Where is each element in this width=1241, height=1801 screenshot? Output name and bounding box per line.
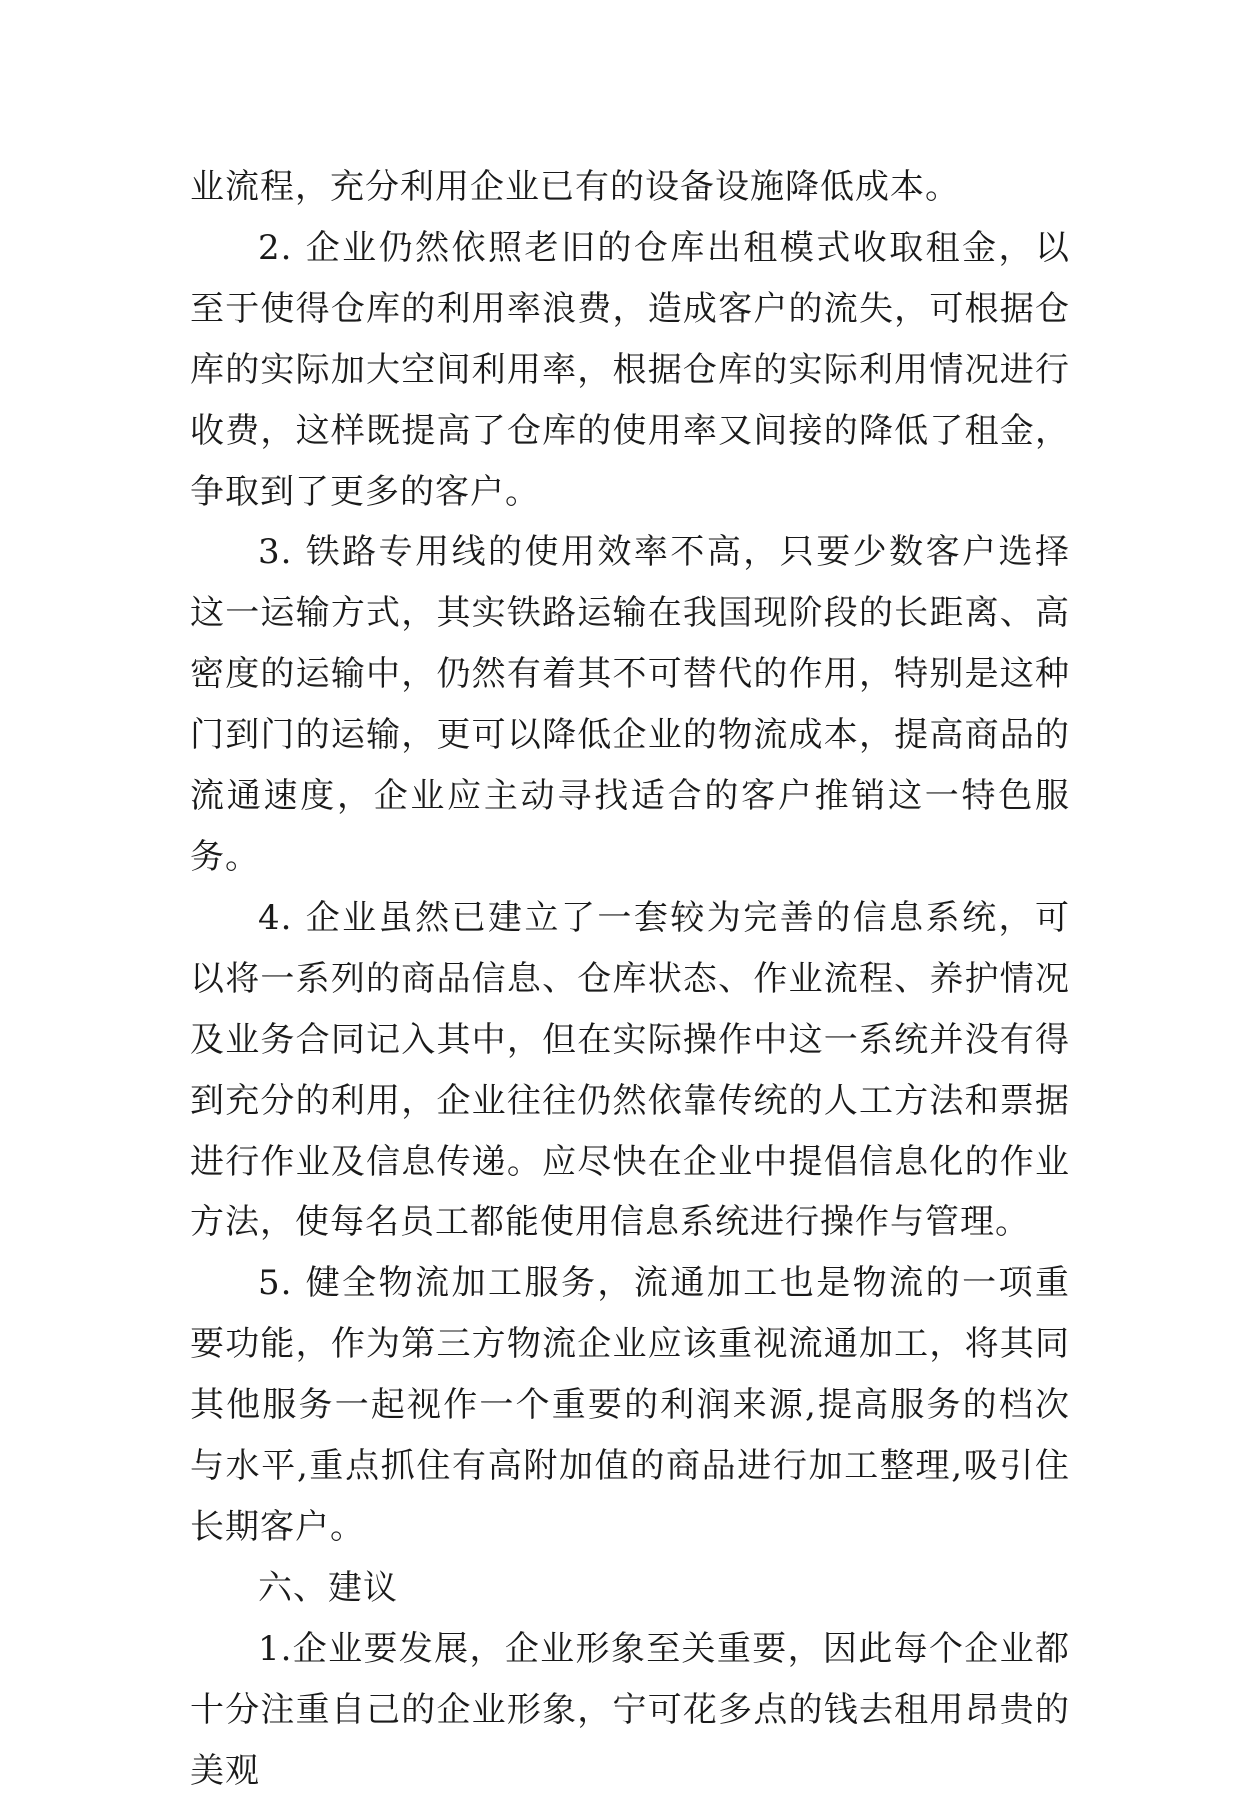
paragraph-suggestion-1: 1.企业要发展，企业形象至关重要，因此每个企业都十分注重自己的企业形象，宁可花多点的钱去租用昂贵的美观 [190, 1628, 1070, 1791]
paragraph-item-2: 2. 企业仍然依照老旧的仓库出租模式收取租金，以至于使得仓库的利用率浪费，造成客户的流失，可根据仓库的实际加大空间利用率，根据仓库的实际利用情况进行收费，这样既提高了仓库的使用率又间接的降低了租金，争取到了更多的客户。 [190, 227, 1070, 512]
section-heading: 六、建议 [258, 1567, 398, 1608]
paragraph-continuation: 业流程，充分利用企业已有的设备设施降低成本。 [190, 167, 960, 207]
paragraph-item-3: 3. 铁路专用线的使用效率不高，只要少数客户选择这一运输方式，其实铁路运输在我国现阶段的长距离、高密度的运输中，仍然有着其不可替代的作用，特别是这种门到门的运输，更可以降低企业的物流成本，提高商品的流通速度，企业应主动寻找适合的客户推销这一特色服务。 [190, 532, 1070, 877]
paragraph-item-5: 5. 健全物流加工服务，流通加工也是物流的一项重要功能，作为第三方物流企业应该重视流通加工，将其同其他服务一起视作一个重要的利润来源,提高服务的档次与水平,重点抓住有高附加值的商品进行加工整理,吸引住长期客户。 [190, 1263, 1070, 1547]
paragraph-item-4: 4. 企业虽然已建立了一套较为完善的信息系统，可以将一系列的商品信息、仓库状态、作业流程、养护情况及业务合同记入其中，但在实际操作中这一系统并没有得到充分的利用，企业往往仍然依靠传统的人工方法和票据进行作业及信息传递。应尽快在企业中提倡信息化的作业方法，使每名员工都能使用信息系统进行操作与管理。 [190, 897, 1070, 1243]
body-text [190, 157, 1070, 1801]
